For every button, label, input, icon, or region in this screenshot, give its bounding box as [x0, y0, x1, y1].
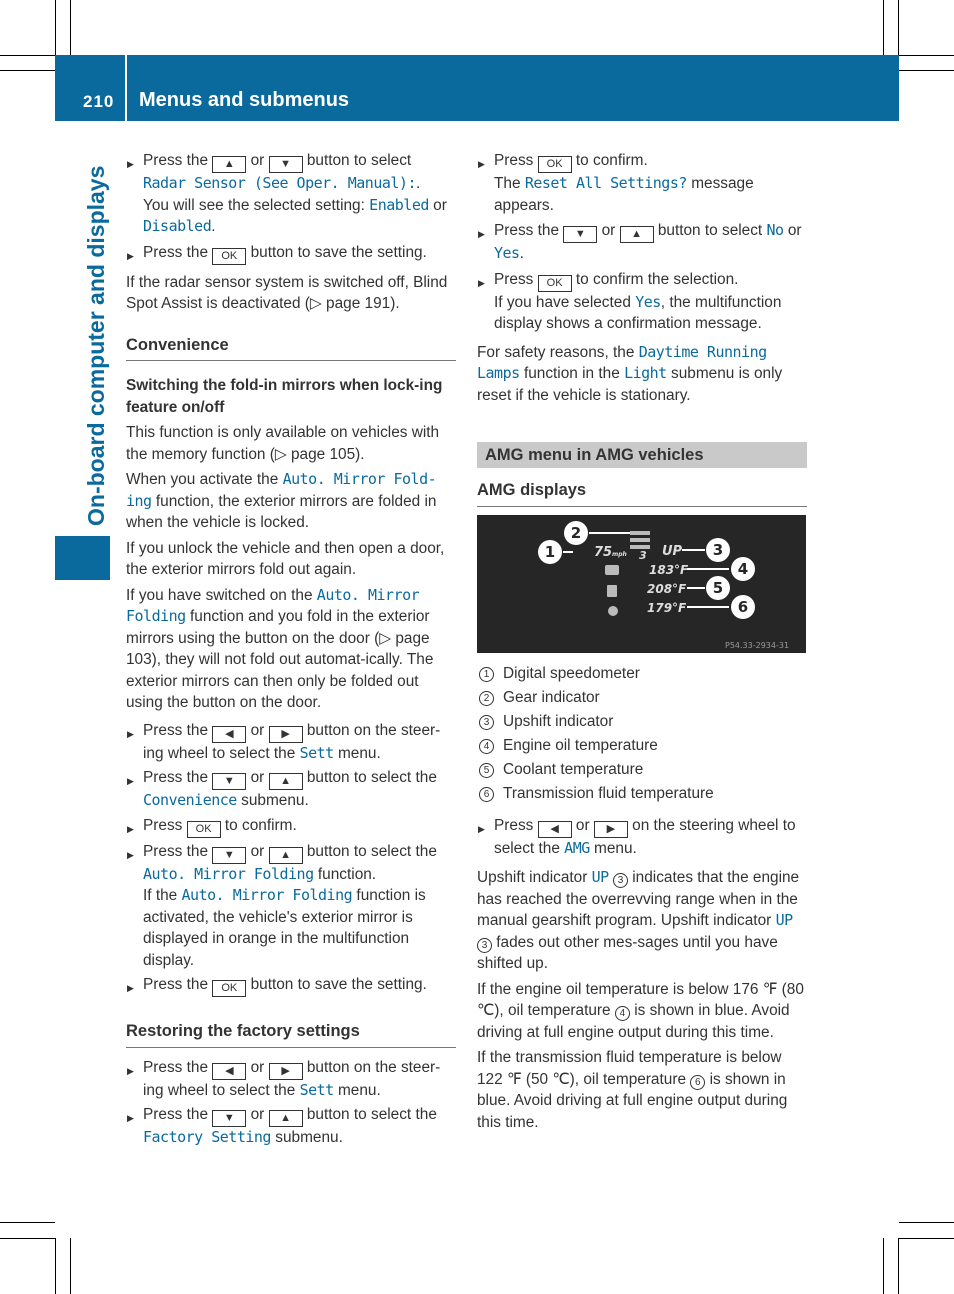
callout-3: 3: [712, 540, 724, 559]
legend-item: 4 Engine oil temperature: [477, 735, 807, 759]
callout-2: 2: [570, 523, 582, 542]
oil-temp-value: 183°F: [649, 562, 689, 577]
menu-term: Convenience: [143, 791, 237, 809]
section-banner: AMG menu in AMG vehicles: [477, 442, 807, 468]
crop-mark: [0, 1238, 55, 1239]
page-number: 210: [83, 92, 115, 111]
callout-ref: 3: [477, 938, 492, 953]
side-tab-block: [55, 536, 110, 580]
menu-term: Auto. Mirror Folding: [143, 864, 314, 883]
paragraph: For safety reasons, the Daytime Running Lamps function in the Light submenu is only reset if the vehicle is stationary.: [477, 342, 783, 404]
callout-1: 1: [544, 542, 556, 561]
paragraph: If the radar sensor system is switched off, Blind Spot Assist is deactivated (▷ page 191).: [126, 273, 448, 312]
ok-key-icon: OK: [538, 275, 572, 292]
upshift-value: UP: [662, 543, 683, 559]
ok-key-icon: OK: [212, 980, 246, 997]
paragraph: Upshift indicator UP 3 indicates that the engine has reached the overrevving range when in the manual gearshift program. Upshift indicator UP 3 fades out other mes-sages until you have shifted up.: [477, 868, 800, 972]
legend-item: 3 Upshift indicator: [477, 711, 807, 735]
instruction-step: ▶ Press the ▲ or ▼ button to select Radar Sensor (See Oper. Manual):. You will see the selected setting: Enabled or Disabled.: [126, 150, 456, 238]
menu-term: AMG: [564, 838, 590, 857]
menu-term: Yes: [494, 244, 520, 262]
speed-unit: mph: [612, 550, 627, 558]
instruction-step: ▶ Press the ▼ or ▲ button to select No or Yes.: [477, 220, 807, 265]
instruction-step: ▶ Press OK to confirm the selection. If you have selected Yes, the multifunction display shows a confirmation message.: [477, 269, 807, 335]
menu-term: Daytime Running Lamps: [477, 342, 767, 382]
left-arrow-key-icon: ◀: [212, 1063, 246, 1080]
instruction-step: ▶ Press the ◀ or ▶ button on the steer-ing wheel to select the Sett menu.: [126, 720, 456, 765]
down-arrow-key-icon: ▼: [212, 1110, 246, 1127]
amg-display-illustration: [477, 515, 806, 653]
crop-mark: [883, 1238, 884, 1294]
down-arrow-key-icon: ▼: [563, 226, 597, 243]
legend-item: 5 Coolant temperature: [477, 759, 807, 783]
left-arrow-key-icon: ◀: [212, 726, 246, 743]
instruction-step: ▶ Press ◀ or ▶ on the steering wheel to select the AMG menu.: [477, 815, 807, 860]
ok-key-icon: OK: [187, 821, 221, 838]
ok-key-icon: OK: [538, 156, 572, 173]
instruction-step: ▶ Press the ◀ or ▶ button on the steer-ing wheel to select the Sett menu.: [126, 1057, 456, 1102]
paragraph: If the transmission fluid temperature is below 122 ℉ (50 ℃), oil temperature 6 is shown in blue. Avoid driving at full engine output during this time.: [477, 1049, 788, 1131]
crop-mark: [899, 70, 954, 71]
callout-5: 5: [712, 578, 724, 597]
crop-mark: [899, 1238, 954, 1239]
up-arrow-key-icon: ▲: [269, 847, 303, 864]
menu-term: UP: [775, 911, 793, 929]
instruction-step: ▶ Press OK to confirm.: [126, 815, 456, 838]
crop-mark: [899, 1222, 954, 1223]
down-arrow-key-icon: ▼: [269, 156, 303, 173]
paragraph: If the engine oil temperature is below 176 ℉ (80 ℃), oil temperature 4 is shown in blue. Avoid driving at full engine output during this time.: [477, 980, 804, 1041]
paragraph: When you activate the Auto. Mirror Fold-ing function, the exterior mirrors are folded in when the vehicle is locked.: [126, 470, 437, 531]
callout-ref: 3: [613, 873, 628, 888]
instruction-step: ▶ Press the ▼ or ▲ button to select the Factory Setting submenu.: [126, 1104, 456, 1149]
right-column: [477, 150, 807, 1137]
instruction-step: ▶ Press the OK button to save the setting.: [126, 242, 456, 265]
legend-item: 2 Gear indicator: [477, 687, 807, 711]
up-arrow-key-icon: ▲: [620, 226, 654, 243]
page-header: [55, 55, 899, 121]
crop-mark: [0, 55, 55, 56]
right-arrow-key-icon: ▶: [269, 1063, 303, 1080]
menu-term: Sett: [299, 743, 334, 762]
up-arrow-key-icon: ▲: [212, 156, 246, 173]
legend-item: 1 Digital speedometer: [477, 663, 807, 687]
callout-4: 4: [737, 559, 749, 578]
menu-term: UP: [591, 868, 609, 886]
ok-key-icon: OK: [212, 248, 246, 265]
section-heading: Convenience: [126, 335, 456, 362]
right-arrow-key-icon: ▶: [269, 726, 303, 743]
side-tab: [55, 121, 110, 580]
section-heading: Restoring the factory settings: [126, 1021, 456, 1048]
callout-ref: 4: [615, 1006, 630, 1021]
paragraph: If you have switched on the Auto. Mirror Folding function and you fold in the exterior mirrors using the button on the door (▷ page 103), they will not fold out automat-ically. The exterior mirrors can then only be folded out using the button on the door.: [126, 585, 434, 711]
crop-mark: [70, 0, 71, 55]
down-arrow-key-icon: ▼: [212, 847, 246, 864]
paragraph: This function is only available on vehicles with the memory function (▷ page 105).: [126, 424, 440, 463]
menu-term: Auto. Mirror Fold-ing: [126, 470, 437, 510]
page-title: Menus and submenus: [139, 89, 350, 111]
menu-term: Enabled: [369, 195, 429, 214]
crop-mark: [0, 70, 55, 71]
menu-term: Reset All Settings?: [524, 174, 687, 192]
crop-mark: [0, 1222, 55, 1223]
instruction-step: ▶ Press the ▼ or ▲ button to select the Auto. Mirror Folding function. If the Auto. Mirror Folding function is activated, the vehicle's exterior mirror is displayed in orange in the multifunction display.: [126, 841, 456, 972]
transmission-temp-value: 179°F: [647, 600, 687, 615]
up-arrow-key-icon: ▲: [269, 1110, 303, 1127]
instruction-step: ▶ Press the ▼ or ▲ button to select the Convenience submenu.: [126, 767, 456, 812]
coolant-temp-value: 208°F: [647, 581, 687, 596]
gear-value: 3: [639, 548, 647, 562]
menu-term: Radar Sensor (See Oper. Manual):: [143, 174, 416, 192]
up-arrow-key-icon: ▲: [269, 773, 303, 790]
menu-term: Auto. Mirror Folding: [181, 886, 353, 904]
instruction-step: ▶ Press OK to confirm. The Reset All Settings? message appears.: [477, 150, 807, 216]
crop-mark: [898, 0, 899, 55]
subsection-heading: Switching the fold-in mirrors when lock-ing feature on/off: [126, 377, 443, 416]
menu-term: Yes: [635, 292, 661, 311]
left-column: [126, 150, 456, 1152]
legend-item: 6 Transmission fluid temperature: [477, 783, 807, 807]
left-arrow-key-icon: ◀: [538, 821, 572, 838]
menu-term: Sett: [299, 1080, 334, 1099]
menu-term: No: [766, 221, 784, 239]
crop-mark: [70, 1238, 71, 1294]
side-tab-label: On-board computer and displays: [83, 165, 109, 526]
paragraph: If you unlock the vehicle and then open a door, the exterior mirrors fold out again.: [126, 539, 445, 578]
menu-term: Auto. Mirror Folding: [126, 585, 420, 625]
menu-term: Disabled: [143, 217, 212, 235]
menu-term: Factory Setting: [143, 1128, 271, 1146]
amg-display-figure: [477, 515, 806, 653]
crop-mark: [883, 0, 884, 55]
crop-mark: [898, 1238, 899, 1294]
callout-6: 6: [737, 597, 749, 616]
right-arrow-key-icon: ▶: [594, 821, 628, 838]
crop-mark: [899, 55, 954, 56]
crop-mark: [55, 0, 56, 55]
speed-value: 75: [594, 544, 613, 560]
callout-ref: 6: [690, 1075, 705, 1090]
menu-term: Light: [624, 364, 667, 382]
figure-code: P54.33-2934-31: [725, 640, 790, 650]
crop-mark: [55, 1238, 56, 1294]
instruction-step: ▶ Press the OK button to save the setting.: [126, 974, 456, 997]
down-arrow-key-icon: ▼: [212, 773, 246, 790]
legend-list: [477, 663, 807, 807]
header-divider: [125, 55, 127, 121]
section-heading: AMG displays: [477, 480, 807, 507]
